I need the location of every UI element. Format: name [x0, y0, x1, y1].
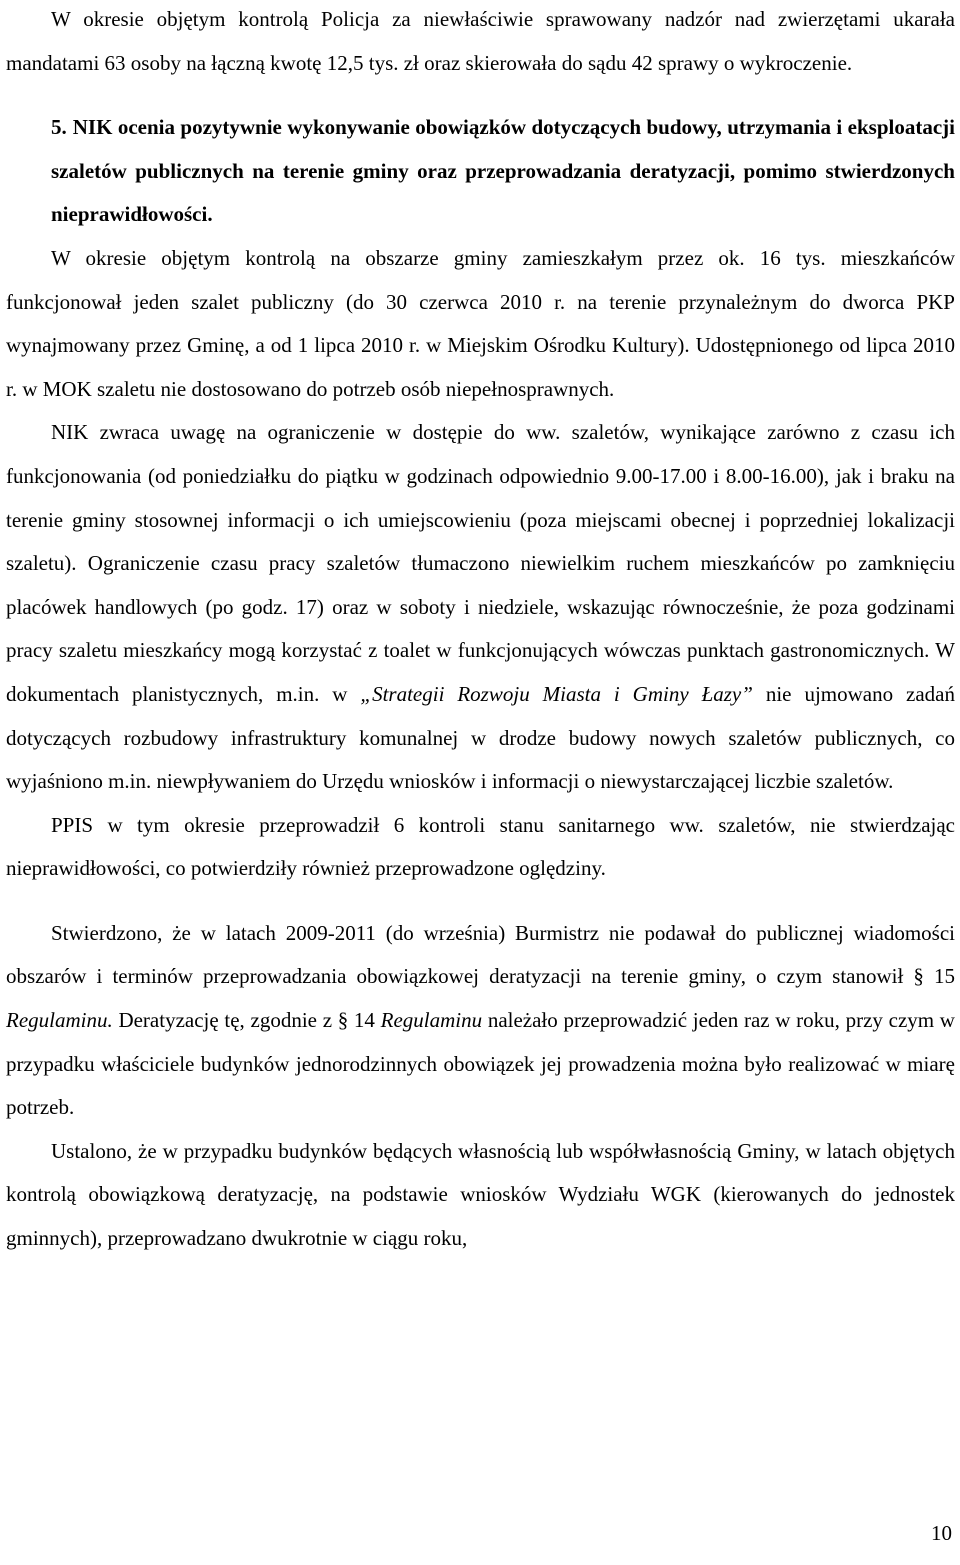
paragraph-deratization-text-c: należało przeprowadzić jeden raz w roku, przy czym w przypadku właściciele budynków jednorodzinnych obowiązek jej prowadzenia można było realizować w miarę potrzeb.: [6, 1008, 955, 1120]
section-number: 5.: [51, 115, 67, 140]
regulation-reference-1: Regulaminu.: [6, 1008, 113, 1033]
section-heading: [6, 106, 955, 237]
page-number: 10: [931, 1521, 952, 1545]
paragraph-deratization: [6, 912, 955, 1130]
paragraph-toilet-facility: W okresie objętym kontrolą na obszarze gminy zamieszkałym przez ok. 16 tys. mieszkańców funkcjonował jeden szalet publiczny (do 30 czerwca 2010 r. na terenie przynależnym do dworca PKP wynajmowany przez Gminę, a od 1 lipca 2010 r. w Miejskim Ośrodku Kultury). Udostępnionego od lipca 2010 r. w MOK szaletu nie dostosowano do potrzeb osób niepełnosprawnych.: [6, 245, 955, 401]
section-heading-text: NIK ocenia pozytywnie wykonywanie obowiązków dotyczących budowy, utrzymania i eksploatacji szaletów publicznych na terenie gminy oraz przeprowadzania deratyzacji, pomimo stwierdzonych nieprawidłowości.: [51, 115, 955, 227]
paragraph-gap: [6, 891, 955, 912]
paragraph-ppis-inspections: PPIS w tym okresie przeprowadził 6 kontroli stanu sanitarnego ww. szaletów, nie stwierdzając nieprawidłowości, co potwierdziły również przeprowadzone oględziny.: [6, 812, 955, 881]
paragraph-deratization-text-b: Deratyzację tę, zgodnie z § 14: [112, 1008, 381, 1033]
document-page: [6, 0, 955, 1261]
paragraph-municipal-buildings: Ustalono, że w przypadku budynków będących własnością lub współwłasnością Gminy, w latach objętych kontrolą obowiązkową deratyzację, na podstawie wniosków Wydziału WGK (kierowanych do jednostek gminnych), przeprowadzano dwukrotnie w ciągu roku,: [6, 1138, 955, 1251]
paragraph-deratization-text-a: Stwierdzono, że w latach 2009-2011 (do września) Burmistrz nie podawał do publicznej wiadomości obszarów i terminów przeprowadzania obowiązkowej deratyzacji na terenie gminy, o czym stanowił § 15: [6, 920, 955, 989]
strategy-title: „Strategii Rozwoju Miasta i Gminy Łazy”: [360, 681, 753, 706]
paragraph-access-limits-text-a: NIK zwraca uwagę na ograniczenie w dostępie do ww. szaletów, wynikające zarówno z czasu ich funkcjonowania (od poniedziałku do piątku w godzinach odpowiednio 9.00-17.00 i 8.00-16.00), jak i braku na terenie gminy stosownej informacji o ich umiejscowieniu (poza miejscami obecnej i poprzedniej lokalizacji szaletu). Ograniczenie czasu pracy szaletów tłumaczono niewielkim ruchem mieszkańców po zamknięciu placówek handlowych (po godz. 17) oraz w soboty i niedziele, wskazując równocześnie, że poza godzinami pracy szaletu mieszkańcy mogą korzystać z toalet w funkcjonujących wówczas punktach gastronomicznych. W dokumentach planistycznych, m.in. w: [6, 420, 955, 706]
intro-paragraph: W okresie objętym kontrolą Policja za niewłaściwie sprawowany nadzór nad zwierzętami ukarała mandatami 63 osoby na łączną kwotę 12,5 tys. zł oraz skierowała do sądu 42 sprawy o wykroczenie.: [6, 7, 955, 75]
regulation-reference-2: Regulaminu: [380, 1008, 483, 1033]
paragraph-access-limits: [6, 411, 955, 803]
paragraph-access-limits-text-b: nie ujmowano zadań dotyczących rozbudowy infrastruktury komunalnej w drodze budowy nowych szaletów publicznych, co wyjaśniono m.in. niewpływaniem do Urzędu wniosków i informacji o niewystarczającej liczbie szaletów.: [6, 681, 955, 794]
paragraph-gap: [6, 85, 955, 106]
